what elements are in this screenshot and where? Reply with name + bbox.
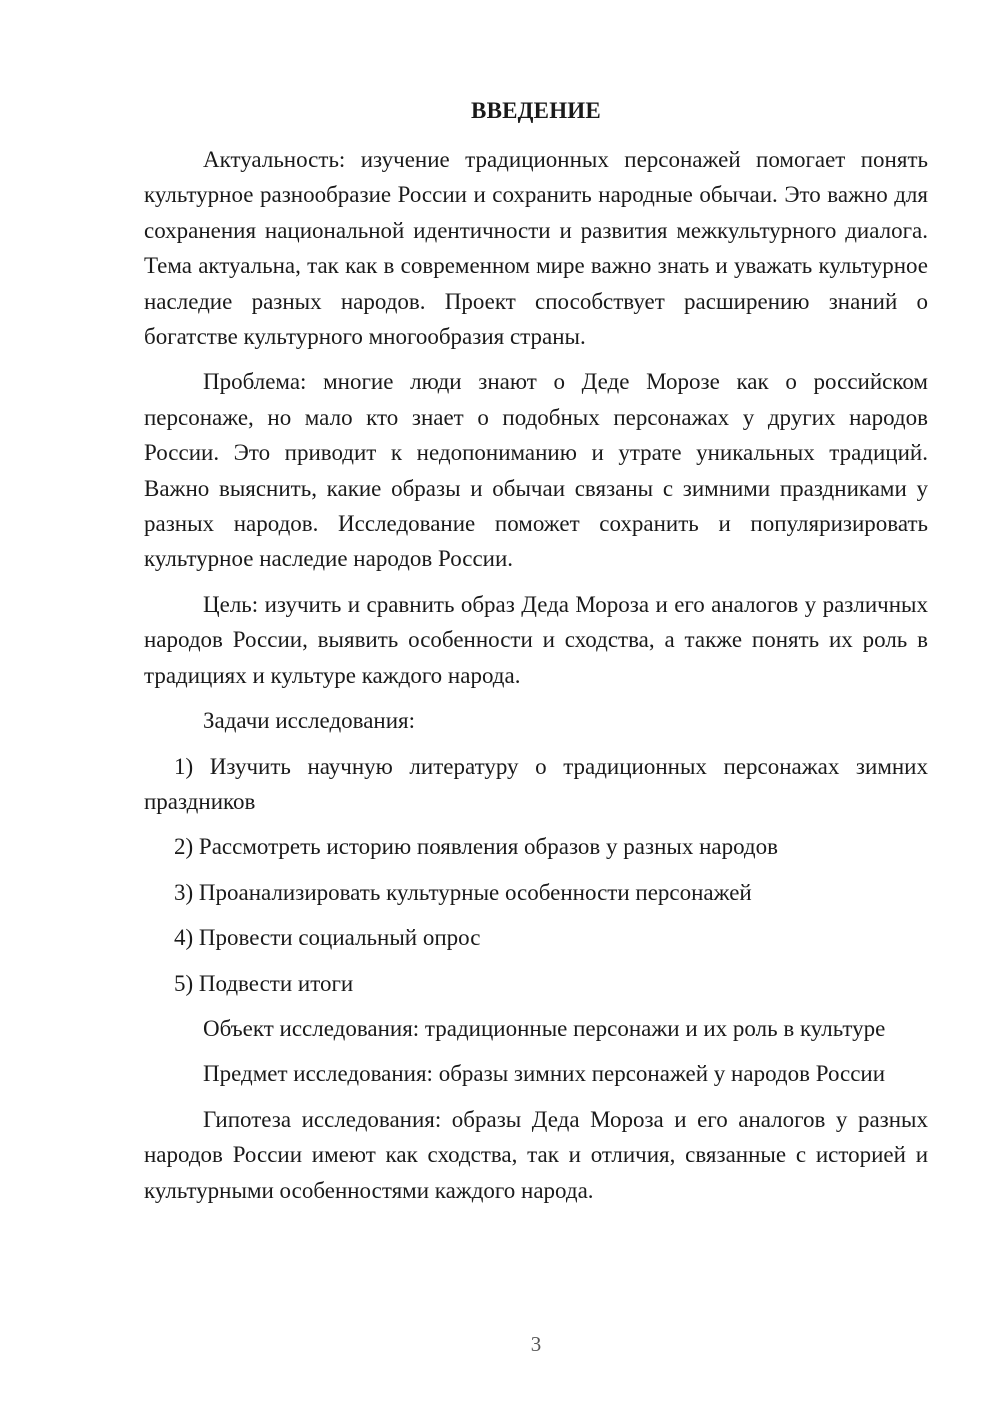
task-item: 1) Изучить научную литературу о традиционных персонажах зимних праздников — [144, 753, 928, 814]
hypothesis-paragraph: Гипотеза исследования: образы Деда Мороза и его аналогов у разных народов России имеют как сходства, так и отличия, связанные с историей и культурными особенностями каждого народа. — [144, 1106, 928, 1203]
object-paragraph: Объект исследования: традиционные персонажи и их роль в культуре — [203, 1015, 886, 1041]
task-item: 4) Провести социальный опрос — [174, 925, 481, 951]
tasks-heading: Задачи исследования: — [203, 708, 416, 734]
task-item: 5) Подвести итоги — [174, 970, 354, 996]
relevance-paragraph: Актуальность: изучение традиционных персонажей помогает понять культурное разнообразие России и сохранить народные обычаи. Это важно для сохранения национальной идентичности и развития межкультурного диалога. Тема актуальна, так как в современном мире важно знать и уважать культурное наследие разных народов. Проект способствует расширению знаний о богатстве культурного многообразия страны. — [144, 147, 928, 350]
subject-paragraph: Предмет исследования: образы зимних персонажей у народов России — [203, 1061, 886, 1087]
goal-paragraph: Цель: изучить и сравнить образ Деда Мороза и его аналогов у различных народов России, выявить особенности и сходства, а также понять их роль в традициях и культуре каждого народа. — [144, 591, 928, 688]
task-item: 3) Проанализировать культурные особенности персонажей — [174, 879, 752, 905]
document-body — [144, 142, 928, 1218]
task-item: 2) Рассмотреть историю появления образов у разных народов — [174, 834, 778, 860]
page-title: ВВЕДЕНИЕ — [471, 98, 601, 123]
document-page — [144, 0, 928, 1414]
page-number: 3 — [530, 1332, 542, 1356]
problem-paragraph: Проблема: многие люди знают о Деде Морозе как о российском персонаже, но мало кто знает о подобных персонажах у других народов России. Это приводит к недопониманию и утрате уникальных традиций. Важно выяснить, какие образы и обычаи связаны с зимними праздниками у разных народов. Исследование поможет сохранить и популяризировать культурное наследие народов России. — [144, 369, 928, 572]
